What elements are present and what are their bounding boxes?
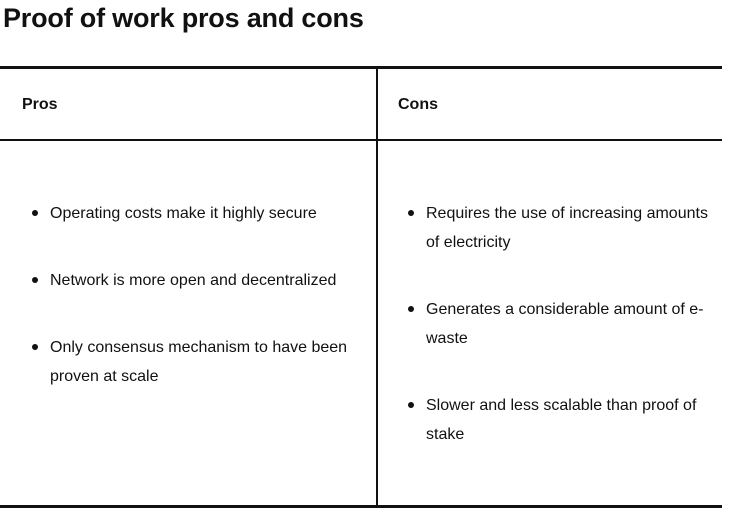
pros-item-text: Network is more open and decentralized — [50, 272, 337, 289]
bullet-icon — [408, 210, 414, 216]
bullet-icon — [408, 306, 414, 312]
pros-cons-table — [0, 66, 722, 508]
cons-item-text: Requires the use of increasing amounts of electricity — [426, 205, 708, 251]
cons-column-header: Cons — [398, 96, 438, 113]
bullet-icon — [32, 344, 38, 350]
list-item — [32, 199, 352, 228]
pros-item-text: Only consensus mechanism to have been proven at scale — [50, 339, 348, 385]
list-item — [408, 391, 708, 449]
list-item — [32, 266, 352, 295]
pros-list — [32, 199, 352, 429]
bullet-icon — [32, 210, 38, 216]
table-header-row — [0, 69, 722, 141]
list-item — [408, 199, 708, 257]
list-item — [32, 333, 352, 391]
list-item — [408, 295, 708, 353]
cons-item-text: Slower and less scalable than proof of stake — [426, 397, 697, 443]
bullet-icon — [32, 277, 38, 283]
column-divider — [376, 69, 378, 505]
page-title: Proof of work pros and cons — [3, 3, 364, 33]
bullet-icon — [408, 402, 414, 408]
pros-column-header: Pros — [22, 96, 58, 113]
cons-item-text: Generates a considerable amount of e-waste — [426, 301, 704, 347]
pros-item-text: Operating costs make it highly secure — [50, 205, 317, 222]
cons-list — [408, 199, 708, 487]
